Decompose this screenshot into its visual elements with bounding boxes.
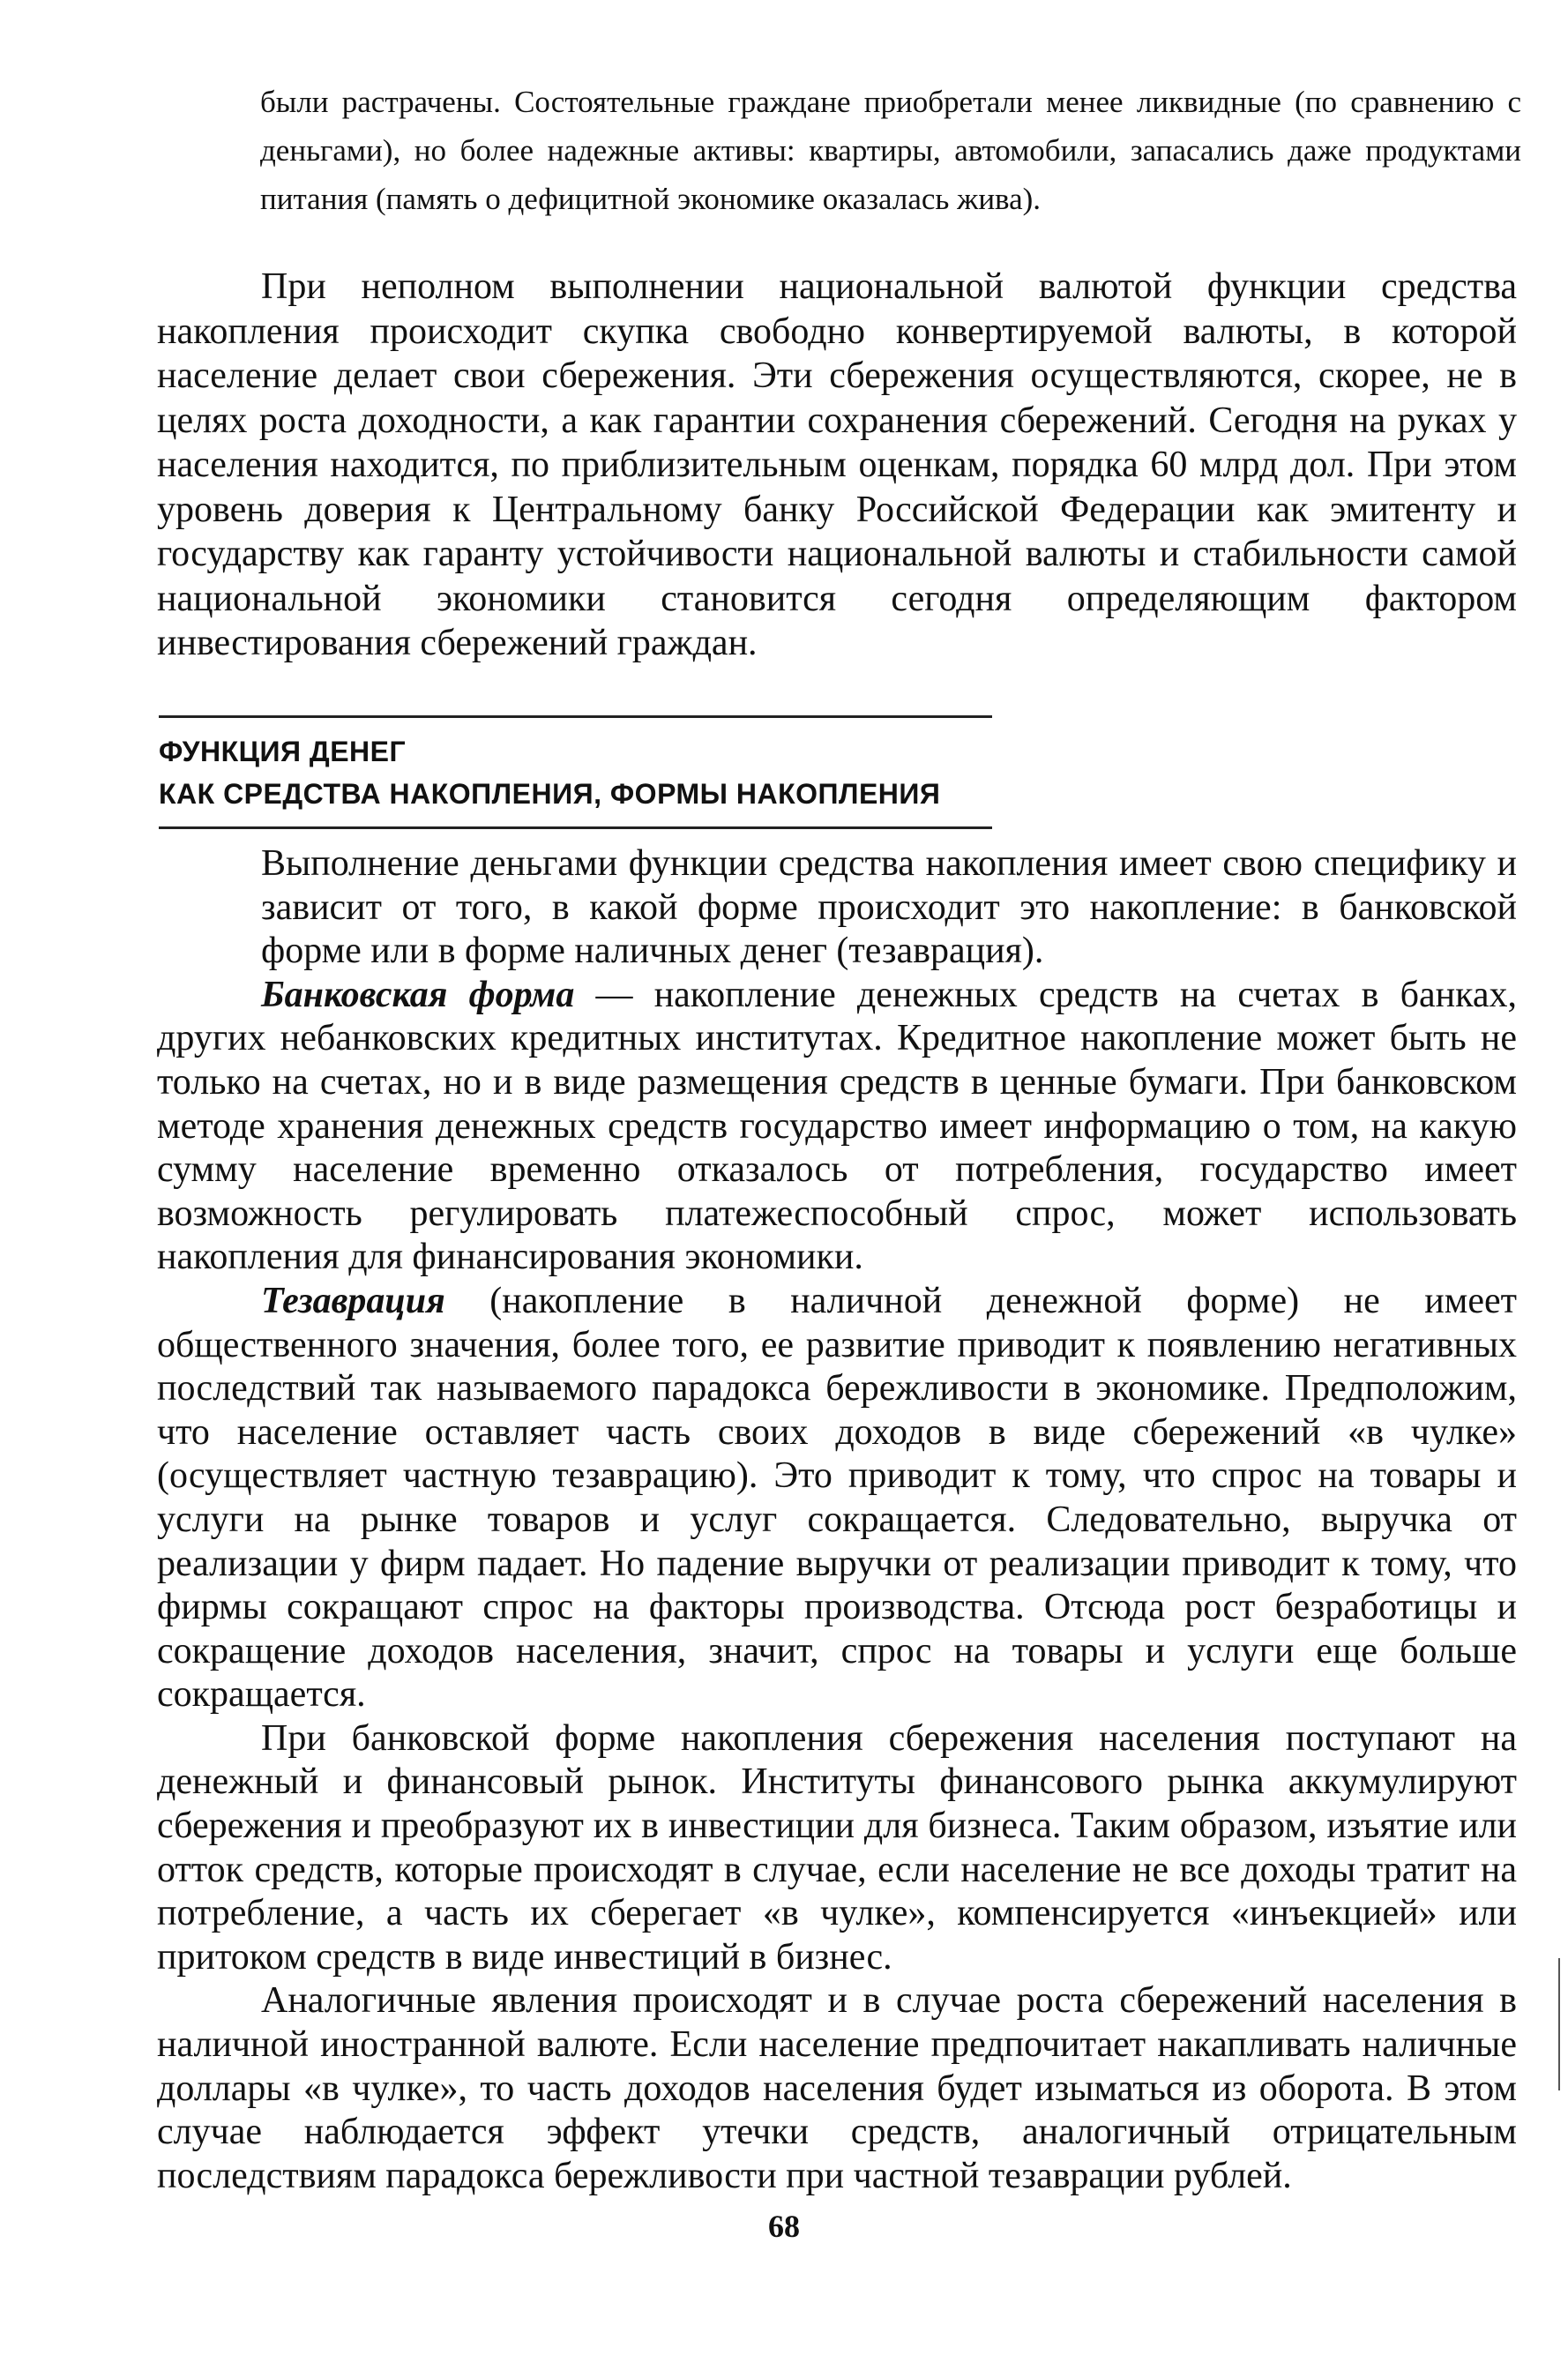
intro-fragment: были растрачены. Состоятельные граждане приобретали менее ликвидные (по сравнению с деньгами), но более надежные активы: квартиры, автомобили, запасались даже продуктами питания (память о дефицитной экономике оказалась жива). [260,85,1521,216]
section-heading-line-1: ФУНКЦИЯ ДЕНЕГ [159,736,407,767]
bank-form-paragraph [157,974,1517,1280]
hoarding-text: (накопление в наличной денежной форме) не имеет общественного значения, более того, ее развитие приводит к появлению негативных последствий так называемого парадокса бережливости в экономике. Предположим, что население оставляет часть своих доходов в виде сбережений «в чулке» (осуществляет частную тезаврацию). Это приводит к тому, что спрос на товары и услуги на рынке товаров и услуг сокращается. Следовательно, выручка от реализации у фирм падает. Но падение выручки от реализации приводит к тому, что фирмы сокращают спрос на факторы производства. Отсюда рост безработицы и сокращение доходов населения, значит, спрос на товары и услуги еще больше сокращается. [157,1280,1517,1716]
heading-rule-top [159,715,992,718]
bank-investment-paragraph: При банковской форме накопления сбережения населения поступают на денежный и финансовый рынок. Институты финансового рынка аккумулируют сбережения и преобразуют их в инвестиции для бизнеса. Таким образом, изъятие или отток средств, которые происходят в случае, если население не все доходы тратит на потребление, а часть их сберегает «в чулке», компенсируется «инъекцией» или притоком средств в виде инвестиций в бизнес. [157,1717,1517,1978]
paragraph-savings: При неполном выполнении национальной валютой функции средства накопления происходит скупка свободно конвертируемой валюты, в которой население делает свои сбережения. Эти сбережения осуществляются, скорее, не в целях роста доходности, а как гарантии сохранения сбережений. Сегодня на руках у населения находится, по приблизительным оценкам, порядка 60 млрд дол. При этом уровень доверия к Центральному банку Российской Федерации как эмитенту и государству как гаранту устойчивости национальной валюты и стабильности самой национальной экономики становится сегодня определяющим фактором инвестирования сбережений граждан. [157,266,1517,663]
bank-form-term: Банковская форма [261,974,575,1015]
section-heading [159,730,1217,815]
foreign-currency-paragraph: Аналогичные явления происходят и в случае роста сбережений населения в наличной иностранной валюте. Если население предпочитает накапливать наличные доллары «в чулке», то часть доходов населения будет изыматься из оборота. В этом случае наблюдается эффект утечки средств, аналогичный отрицательным последствиям парадокса бережливости при частной тезаврации рублей. [157,1980,1517,2196]
scan-margin-mark [1558,1958,1560,2090]
section-body [157,842,1517,2198]
section-intro-paragraph: Выполнение деньгами функции средства накопления имеет свою специфику и зависит от того, в какой форме происходит это накопление: в банковской форме или в форме наличных денег (тезаврация). [261,843,1517,972]
heading-rule-bottom [159,826,992,829]
section-heading-line-2: КАК СРЕДСТВА НАКОПЛЕНИЯ, ФОРМЫ НАКОПЛЕНИЯ [159,778,941,810]
page-number: 68 [768,2209,800,2244]
bank-form-text: — накопление денежных средств на счетах в банках, других небанковских кредитных институтах. Кредитное накопление может быть не только на счетах, но и в виде размещения средств в ценные бумаги. При банковском методе хранения денежных средств государство имеет информацию о том, на какую сумму население временно отказалось от потребления, государство имеет возможность регулировать платежеспособный спрос, может использовать накопления для финансирования экономики. [157,974,1517,1278]
hoarding-paragraph [157,1280,1517,1717]
hoarding-term: Тезаврация [261,1280,445,1321]
